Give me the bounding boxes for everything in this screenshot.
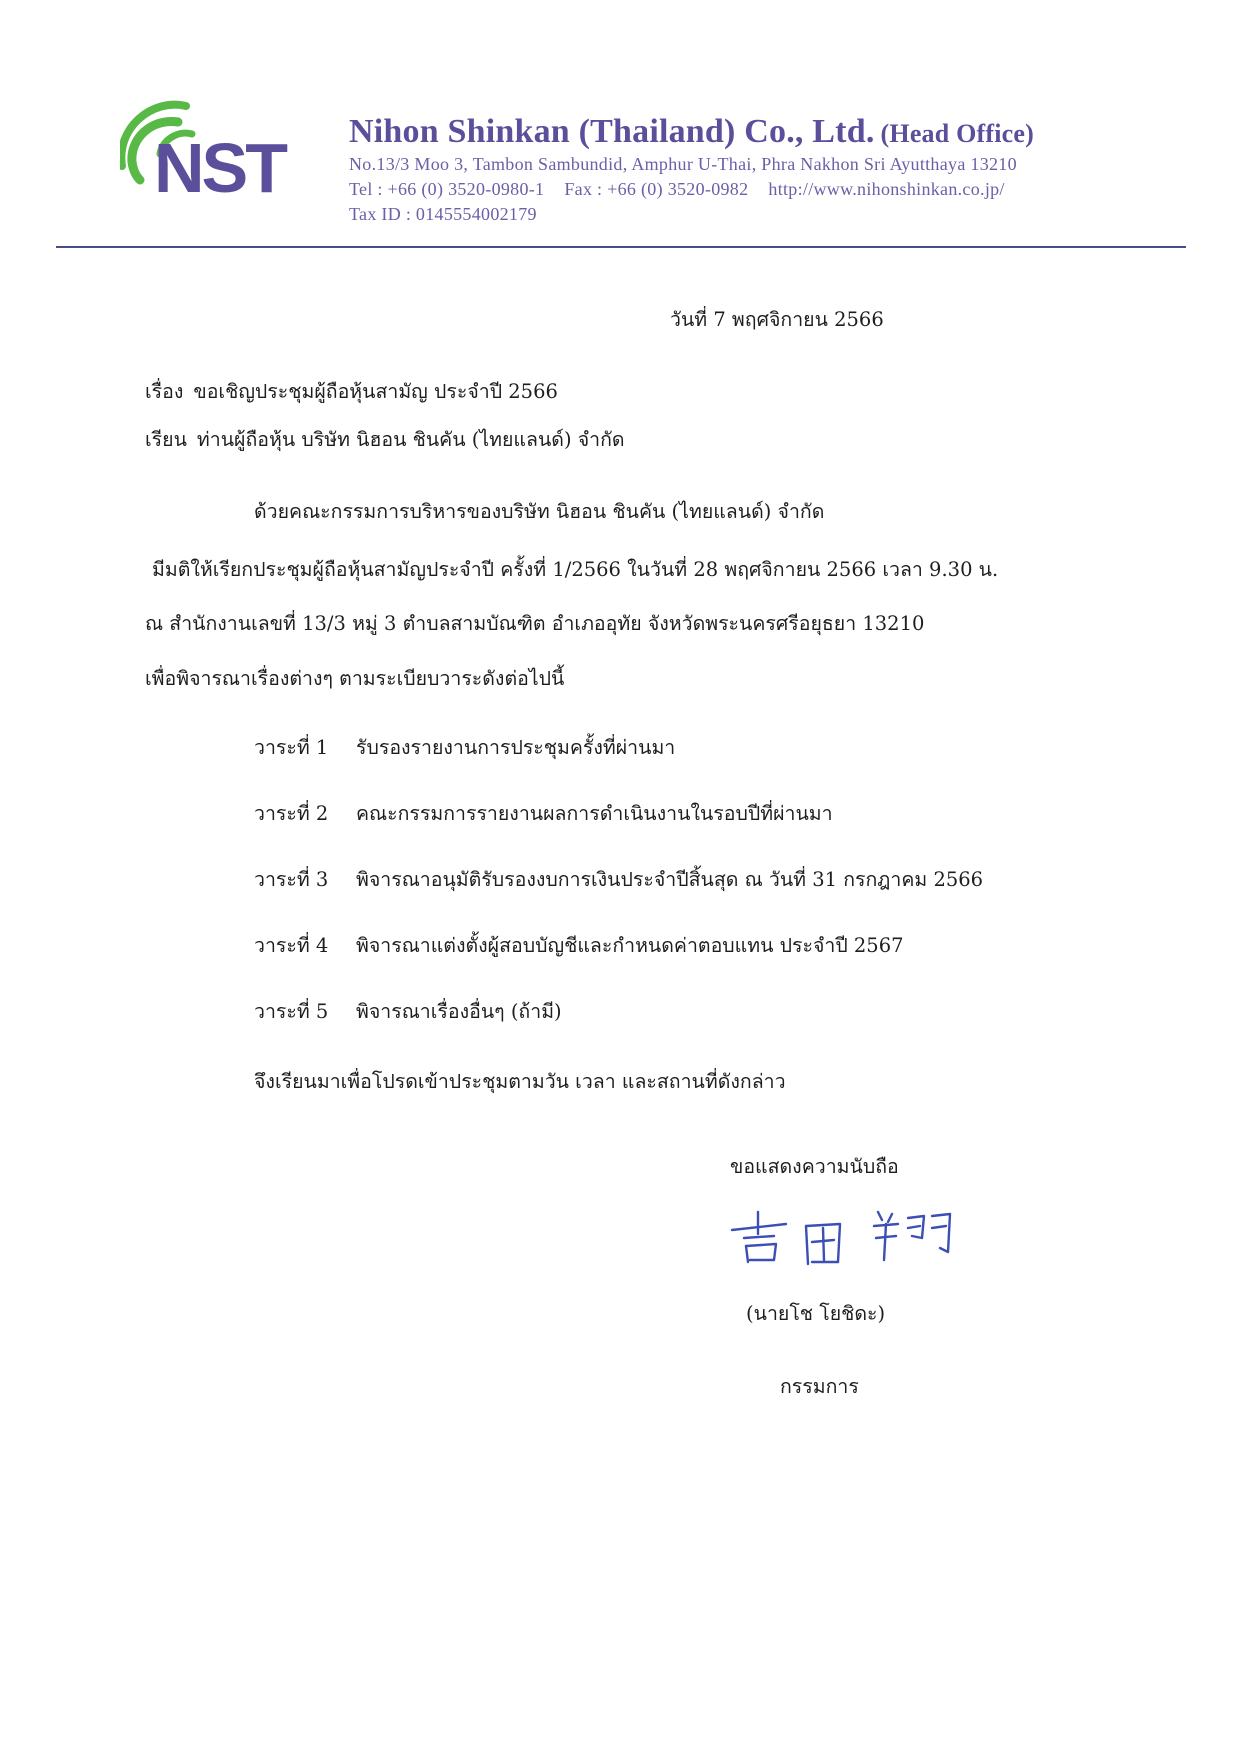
company-address: No.13/3 Moo 3, Tambon Sambundid, Amphur U-Thai, Phra Nakhon Sri Ayutthaya 13210 — [349, 154, 1017, 174]
agenda-text: พิจารณาเรื่องอื่นๆ (ถ้ามี) — [356, 1000, 562, 1023]
logo-text: NST — [154, 129, 285, 207]
recipient-text: ท่านผู้ถือหุ้น บริษัท นิฮอน ชินคัน (ไทยแลนด์) จำกัด — [196, 428, 625, 451]
paragraph-line-1: ด้วยคณะกรรมการบริหารของบริษัท นิฮอน ชินคัน (ไทยแลนด์) จำกัด — [254, 500, 825, 523]
paragraph-line-2: มีมติให้เรียกประชุมผู้ถือหุ้นสามัญประจำปี ครั้งที่ 1/2566 ในวันที่ 28 พฤศจิกายน 2566 เวลา 9.30 น. — [152, 558, 999, 581]
signer-title: กรรมการ — [780, 1375, 859, 1398]
letter-subject — [145, 376, 558, 407]
letter-date: วันที่ 7 พฤศจิกายน 2566 — [670, 308, 884, 331]
agenda-number: วาระที่ 2 — [254, 802, 329, 825]
subject-text: ขอเชิญประชุมผู้ถือหุ้นสามัญ ประจำปี 2566 — [193, 380, 558, 403]
company-contacts — [349, 179, 1005, 200]
agenda-item — [254, 798, 833, 829]
agenda-item — [254, 732, 675, 763]
closing-line: จึงเรียนมาเพื่อโปรดเข้าประชุมตามวัน เวลา และสถานที่ดังกล่าว — [254, 1070, 786, 1093]
handwritten-signature — [728, 1208, 958, 1270]
paragraph-line-3: ณ สำนักงานเลขที่ 13/3 หมู่ 3 ตำบลสามบัณฑิต อำเภออุทัย จังหวัดพระนครศรีอยุธยา 13210 — [145, 612, 925, 635]
agenda-number: วาระที่ 4 — [254, 934, 329, 957]
company-tel: Tel : +66 (0) 3520-0980-1 — [349, 179, 545, 199]
office-label: (Head Office) — [880, 119, 1035, 148]
signer-name: (นายโช โยชิดะ) — [746, 1302, 886, 1325]
agenda-text: รับรองรายงานการประชุมครั้งที่ผ่านมา — [356, 736, 676, 759]
company-name: Nihon Shinkan (Thailand) Co., Ltd. (Head Office) — [349, 113, 1035, 150]
letter-recipient — [145, 424, 625, 455]
subject-label: เรื่อง — [145, 380, 184, 403]
regards-line: ขอแสดงความนับถือ — [730, 1155, 899, 1178]
nst-logo — [120, 100, 320, 210]
paragraph-line-4: เพื่อพิจารณาเรื่องต่างๆ ตามระเบียบวาระดังต่อไปนี้ — [145, 667, 565, 690]
company-website: http://www.nihonshinkan.co.jp/ — [768, 179, 1005, 199]
agenda-number: วาระที่ 1 — [254, 736, 329, 759]
agenda-number: วาระที่ 5 — [254, 1000, 329, 1023]
company-tax-id: Tax ID : 0145554002179 — [349, 204, 537, 224]
agenda-text: พิจารณาอนุมัติรับรองงบการเงินประจำปีสิ้นสุด ณ วันที่ 31 กรกฎาคม 2566 — [356, 868, 984, 891]
agenda-text: คณะกรรมการรายงานผลการดำเนินงานในรอบปีที่ผ่านมา — [356, 802, 833, 825]
agenda-number: วาระที่ 3 — [254, 868, 329, 891]
company-fax: Fax : +66 (0) 3520-0982 — [564, 179, 749, 199]
agenda-item — [254, 930, 904, 961]
recipient-label: เรียน — [145, 428, 187, 451]
agenda-item — [254, 864, 983, 895]
agenda-text: พิจารณาแต่งตั้งผู้สอบบัญชีและกำหนดค่าตอบแทน ประจำปี 2567 — [356, 934, 904, 957]
header-divider — [56, 246, 1186, 248]
agenda-item — [254, 996, 562, 1027]
